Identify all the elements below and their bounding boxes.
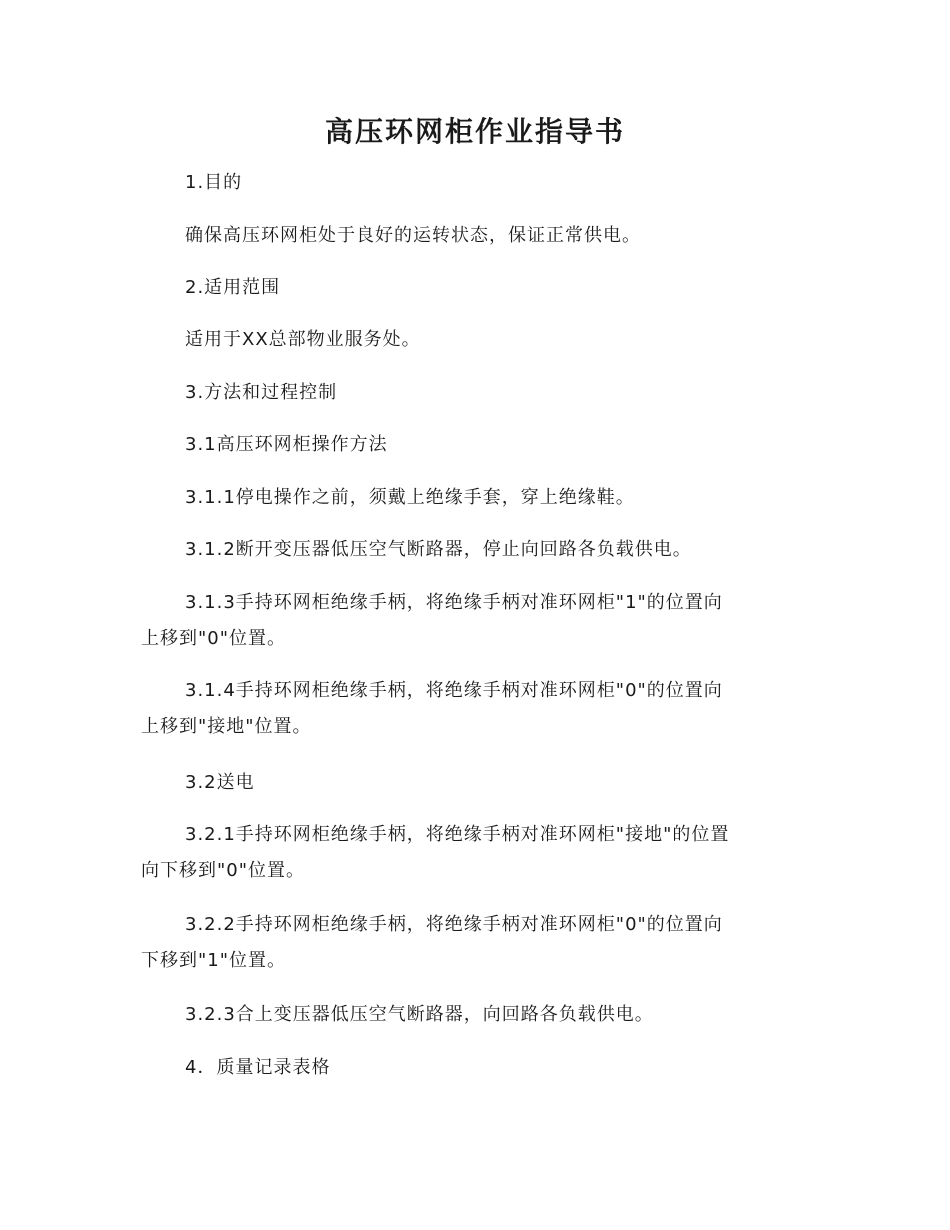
document-title: 高压环网柜作业指导书 (324, 115, 625, 148)
section-3-2-1-line-1: 3.2.1手持环网柜绝缘手柄，将绝缘手柄对准环网柜"接地"的位置 (185, 824, 730, 845)
section-1-text: 确保高压环网柜处于良好的运转状态，保证正常供电。 (185, 225, 641, 246)
section-3-1-3 (141, 585, 821, 657)
section-1-heading: 1.目的 (185, 172, 243, 193)
section-3-1-1: 3.1.1停电操作之前，须戴上绝缘手套，穿上绝缘鞋。 (185, 487, 635, 508)
section-4-heading: 4．质量记录表格 (185, 1057, 331, 1078)
section-3-1-4-line-1: 3.1.4手持环网柜绝缘手柄，将绝缘手柄对准环网柜"0"的位置向 (185, 680, 723, 701)
section-3-1-heading: 3.1高压环网柜操作方法 (185, 434, 388, 455)
section-3-1-2: 3.1.2断开变压器低压空气断路器，停止向回路各负载供电。 (185, 539, 692, 560)
section-3-2-2 (141, 907, 821, 979)
section-3-2-2-line-1: 3.2.2手持环网柜绝缘手柄，将绝缘手柄对准环网柜"0"的位置向 (185, 914, 723, 935)
section-2-text: 适用于XX总部物业服务处。 (185, 329, 421, 350)
section-3-1-3-line-2: 上移到"0"位置。 (141, 628, 287, 649)
section-3-2-1 (141, 817, 821, 889)
section-3-1-3-line-1: 3.1.3手持环网柜绝缘手柄，将绝缘手柄对准环网柜"1"的位置向 (185, 592, 723, 613)
section-3-heading: 3.方法和过程控制 (185, 382, 338, 403)
section-3-2-3: 3.2.3合上变压器低压空气断路器，向回路各负载供电。 (185, 1004, 654, 1025)
section-3-2-2-line-2: 下移到"1"位置。 (141, 950, 287, 971)
section-3-2-heading: 3.2送电 (185, 772, 255, 793)
section-2-heading: 2.适用范围 (185, 277, 281, 298)
section-3-1-4-line-2: 上移到"接地"位置。 (141, 716, 312, 737)
section-3-2-1-line-2: 向下移到"0"位置。 (141, 860, 306, 881)
section-3-1-4 (141, 673, 821, 745)
